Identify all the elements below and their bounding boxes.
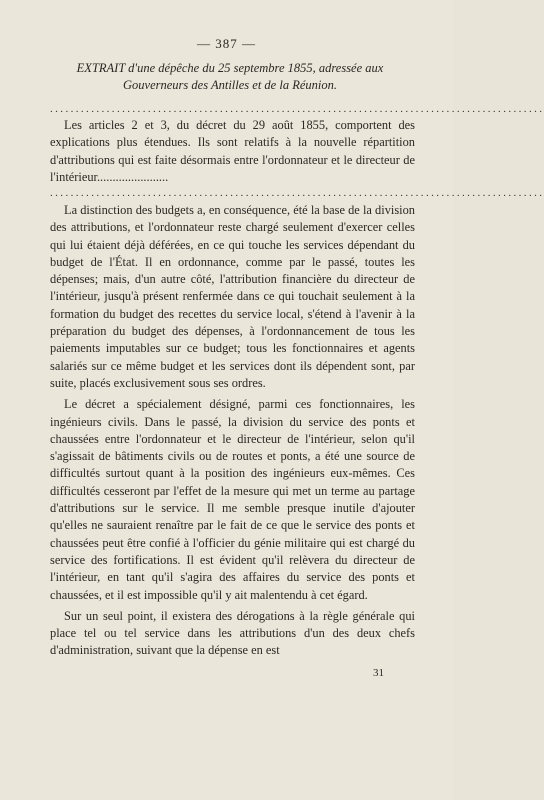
dot-rule-1: ................................................................................................ (50, 103, 544, 115)
dot-rule-2: ................................................................................................ (50, 187, 544, 199)
page-number: — 387 — (197, 36, 256, 51)
document-title (50, 60, 410, 94)
title-line-1: EXTRAIT d'une dépêche du 25 septembre 1855, adressée aux (76, 61, 384, 75)
text-block-1 (50, 117, 415, 186)
paragraph-3: Le décret a spécialement désigné, parmi ces fonctionnaires, les ingénieurs civils. Dans le passé, la division du service des ponts et chaussées entre l'ordonnateur et le directeur de l'intérieur, selon qu'il s'agissait de bâtiments civils ou de routes et ponts, a été une source de difficultés surtout quant à la position des ingénieurs eux-mêmes. Ces difficultés cesseront par l'effet de la mesure qui met un terme au partage d'attributions sur le service. Il me semble presque inutile d'ajouter qu'elles ne sauraient renaître par le fait de ce que le service des ponts et chaussées peut être confié à l'officier du génie militaire qui est chargé du service des fortifications. Il est évident qu'il relèvera du directeur de l'intérieur, en tant qu'il s'agira des affaires du service des ponts et chaussées, et il est impossible qu'il y ait malentendu à cet égard. (50, 397, 415, 602)
title-line-2: Gouverneurs des Antilles et de la Réunion. (123, 78, 337, 92)
paragraph-1: Les articles 2 et 3, du décret du 29 août 1855, comportent des explications plus étendues. Ils sont relatifs à la nouvelle répartition d'attributions qui est faite désormais entre l'ordonnateur et le directeur de l'intérieur....................... (50, 118, 415, 184)
text-block-2 (50, 202, 415, 660)
paragraph-2: La distinction des budgets a, en conséquence, été la base de la division des attributions, et l'ordonnateur reste chargé seulement d'exercer celles qui lui étaient déjà déférées, en ce qui touche les services dépendant du budget de l'État. Il en ordonnance, comme par le passé, toutes les dépenses; mais, d'un autre côté, l'attribution financière du directeur de l'intérieur, jusqu'à présent renfermée dans ce qui touchait seulement à la formation du budget des recettes du service local, s'étend à l'avenir à la préparation du budget des dépenses, à l'ordonnancement de tous les paiements imputables sur ce budget; tous les fonctionnaires et agents salariés sur ce même budget et les services dont ils dépendent sont, par suite, placés exclusivement sous ses ordres. (50, 203, 415, 390)
paragraph-4: Sur un seul point, il existera des dérogations à la règle générale qui place tel ou tel service dans les attributions d'un des deux chefs d'administration, suivant que la dépense en est (50, 608, 415, 658)
signature-mark: 31 (373, 667, 384, 679)
